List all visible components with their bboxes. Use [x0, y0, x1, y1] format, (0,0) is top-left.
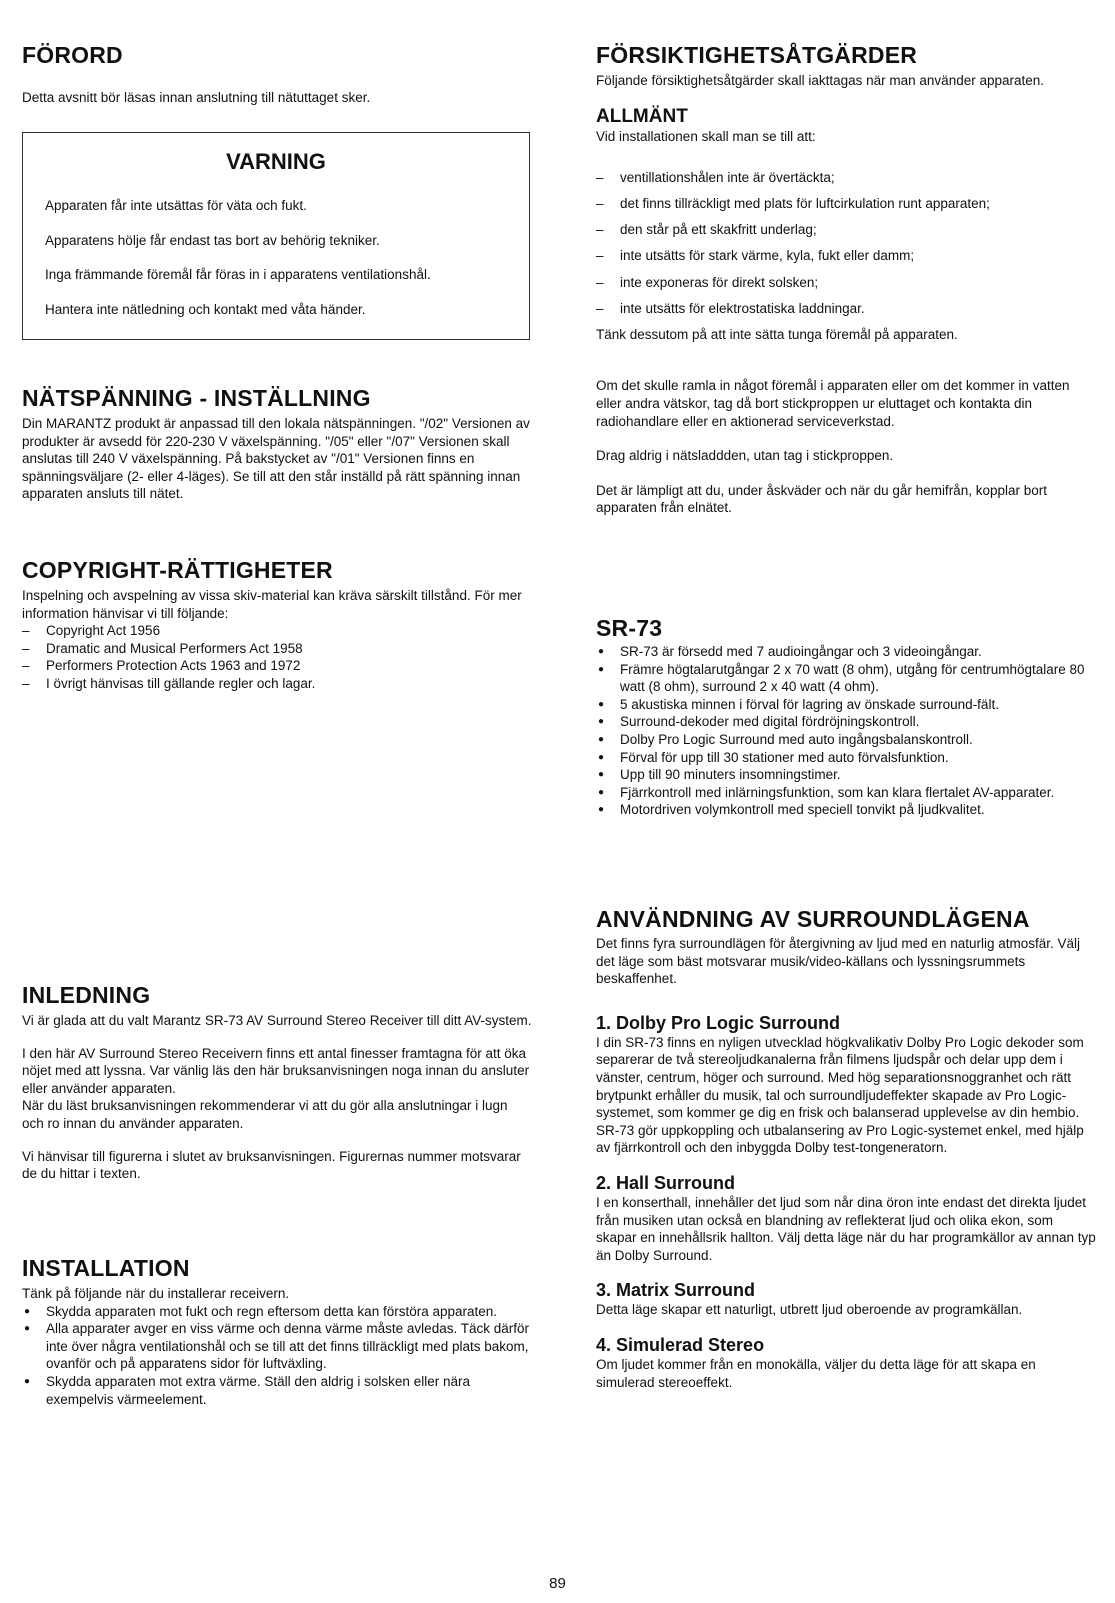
surround-s4-text: Om ljudet kommer från en monokälla, väljer du detta läge för att skapa en simulerad stereoeffekt.: [596, 1356, 1036, 1390]
list-item: ● Främre högtalarutgångar 2 x 70 watt (8 ohm), utgång för centrumhögtalare 80 watt (8 ohm), surround 2 x 40 watt (4 ohm).: [596, 661, 1096, 696]
surround-s3-title: 3. Matrix Surround: [596, 1280, 756, 1301]
surround-title: ANVÄNDNING AV SURROUNDLÄGENA: [596, 906, 1030, 932]
list-item: ● Surround-dekoder med digital fördröjningskontroll.: [596, 713, 1096, 731]
list-item: ● Dolby Pro Logic Surround med auto ingångsbalanskontroll.: [596, 731, 1096, 749]
installation-list: [22, 1303, 532, 1409]
list-item: ● Motordriven volymkontroll med speciell tonvikt på ljudkvalitet.: [596, 801, 1096, 819]
list-item: – Performers Protection Acts 1963 and 1972: [22, 657, 532, 675]
forord-text: Detta avsnitt bör läsas innan anslutning till nätuttaget sker.: [22, 90, 371, 105]
sr73-list: [596, 643, 1096, 819]
forord-title: FÖRORD: [22, 42, 123, 68]
forsiktighet-p1: Tänk dessutom på att inte sätta tunga föremål på apparaten.: [596, 326, 958, 342]
list-item: – det finns tillräckligt med plats för luftcirkulation runt apparaten;: [596, 195, 1096, 213]
list-item: – den står på ett skakfritt underlag;: [596, 221, 1096, 239]
list-item: ● Fjärrkontroll med inlärningsfunktion, som kan klara flertalet AV-apparater.: [596, 784, 1096, 802]
natspanning-section: [22, 385, 532, 503]
list-item: – inte utsätts för stark värme, kyla, fukt eller damm;: [596, 247, 1096, 265]
copyright-title: COPYRIGHT-RÄTTIGHETER: [22, 557, 333, 583]
installation-text: Tänk på följande när du installerar receivern.: [22, 1286, 290, 1301]
varning-title: VARNING: [226, 149, 326, 174]
inledning-section: [22, 982, 532, 1183]
copyright-section: [22, 557, 532, 693]
list-item: – ventillationshålen inte är övertäckta;: [596, 169, 1096, 187]
surround-s1-p1: I din SR-73 finns en nyligen utvecklad högkvalikativ Dolby Pro Logic dekoder som separerar de två stereoljudkanalerna från filmens ljudspår och delar upp dem i vänster, centrum, höger och surround. Med hög separationsnoggranhet och rätt brytpunkt erhåller du musik, tal och surroundljudeffekter skapade av Pro Logic-systemet, som kommer ge dig en frisk och balanserad upplevelse av din hembio.: [596, 1034, 1084, 1121]
forsiktighet-p3: Drag aldrig i nätsladdden, utan tag i stickproppen.: [596, 448, 894, 464]
allmant-title: ALLMÄNT: [596, 105, 688, 127]
list-item: ● Förval för upp till 30 stationer med auto förvalsfunktion.: [596, 749, 1096, 767]
surround-s3-text: Detta läge skapar ett naturligt, utbrett ljud oberoende av programkällan.: [596, 1302, 1023, 1318]
list-item: – Dramatic and Musical Performers Act 1958: [22, 640, 532, 658]
list-item: ● Upp till 90 minuters insomningstimer.: [596, 766, 1096, 784]
inledning-title: INLEDNING: [22, 982, 151, 1008]
forsiktighet-p2: Om det skulle ramla in något föremål i apparaten eller om det kommer in vatten eller andra vätskor, tag då bort stickproppen ur eluttaget och kontakta din radiohandlare eller en aktionerad serviceverkstad.: [596, 378, 1070, 429]
list-item: ● Skydda apparaten mot fukt och regn eftersom detta kan förstöra apparaten.: [22, 1303, 532, 1321]
list-item: ● Alla apparater avger en viss värme och denna värme måste avledas. Täck därför inte över några ventilationshål och se till att det finns tillräckligt med plats bakom, ovanför och på apparatens sidor för luftväxling.: [22, 1320, 532, 1373]
forsiktighet-text: Följande försiktighetsåtgärder skall iakttagas när man använder apparaten.: [596, 73, 1045, 88]
installation-section: [22, 1255, 532, 1408]
copyright-list: [22, 622, 532, 692]
inledning-p4: Vi hänvisar till figurerna i slutet av bruksanvisningen. Figurernas nummer motsvarar de du hittar i texten.: [22, 1148, 521, 1182]
list-item: ● 5 akustiska minnen i förval för lagring av önskade surround-fält.: [596, 696, 1096, 714]
forsiktighet-section: [596, 42, 1096, 517]
varning-item: Apparatens hölje får endast tas bort av behörig tekniker.: [45, 232, 380, 248]
inledning-p1: Vi är glada att du valt Marantz SR-73 AV Surround Stereo Receiver till ditt AV-system.: [22, 1013, 532, 1028]
installation-title: INSTALLATION: [22, 1255, 190, 1281]
surround-s1-title: 1. Dolby Pro Logic Surround: [596, 1012, 841, 1033]
sr73-title: SR-73: [596, 615, 663, 641]
list-item: – I övrigt hänvisas till gällande regler och lagar.: [22, 675, 532, 693]
page-number: 89: [549, 1575, 566, 1592]
surround-s1-p2: SR-73 gör uppkoppling och utbalansering av Pro Logic-systemet enkel, med hjälp av fjärrkontroll och den inbyggda Dolby test-tongeneratorn.: [596, 1122, 1084, 1156]
copyright-text: Inspelning och avspelning av vissa skiv-material kan kräva särskilt tillstånd. För mer information hänvisar vi till följande:: [22, 588, 522, 621]
surround-text: Det finns fyra surroundlägen för återgivning av ljud med en naturlig atmosfär. Välj det läge som bäst motsvarar musik/video-källans och lyssningsrummets beskaffenhet.: [596, 936, 1081, 987]
allmant-text: Vid installationen skall man se till att:: [596, 128, 816, 144]
list-item: ● Skydda apparaten mot extra värme. Ställ den aldrig i solsken eller nära exempelvis värmeelement.: [22, 1373, 532, 1408]
surround-s2-text: I en konserthall, innehåller det ljud som når dina öron inte endast det direkta ljudet från musiken utan också en blandning av reflekterat ljud och olika ekon, som skapar en innehållsrik hallton. Välj detta läge när du har programkällor av annan typ än Dolby Surround.: [596, 1194, 1096, 1263]
varning-item: Apparaten får inte utsättas för väta och fukt.: [45, 198, 307, 213]
surround-s2-title: 2. Hall Surround: [596, 1172, 736, 1193]
inledning-p3: När du läst bruksanvisningen rekommenderar vi att du gör alla anslutningar i lugn och ro innan du använder apparaten.: [22, 1098, 508, 1131]
natspanning-title: NÄTSPÄNNING - INSTÄLLNING: [22, 385, 371, 411]
inledning-p2: I den här AV Surround Stereo Receivern finns ett antal finesser framtagna för att öka nöjet med att lyssna. Var vänlig läs den här bruksanvisningen noga innan du ansluter eller använder apparaten.: [22, 1045, 530, 1096]
list-item: – inte utsätts för elektrostatiska laddningar.: [596, 300, 1096, 318]
sr73-section: [596, 615, 1096, 819]
surround-s4-title: 4. Simulerad Stereo: [596, 1334, 765, 1355]
varning-item: Inga främmande föremål får föras in i apparatens ventilationshål.: [45, 267, 431, 283]
surround-section: [596, 906, 1096, 1391]
forsiktighet-title: FÖRSIKTIGHETSÅTGÄRDER: [596, 42, 918, 68]
list-item: – inte exponeras för direkt solsken;: [596, 274, 1096, 292]
forord-section: [22, 42, 532, 107]
varning-item: Hantera inte nätledning och kontakt med våta händer.: [45, 301, 366, 317]
natspanning-text: Din MARANTZ produkt är anpassad till den lokala nätspänningen. "/02" Versionen av produkter är avsedd för 220-230 V växelspänning. "/05" eller "/07" Versionen skall anslutas till 240 V växelspänning. På bakstycket av "/01" Versionen finns en spänningsväljare (2- eller 4-läges). Se till att den står inställd på rätt spänning innan apparaten ansluts till nätet.: [22, 416, 530, 502]
forsiktighet-p4: Det är lämpligt att du, under åskväder och när du går hemifrån, kopplar bort apparaten från elnätet.: [596, 482, 1047, 516]
list-item: – Copyright Act 1956: [22, 622, 532, 640]
allmant-list: [596, 169, 1096, 317]
varning-box: [22, 132, 530, 340]
list-item: ● SR-73 är försedd med 7 audioingångar och 3 videoingångar.: [596, 643, 1096, 661]
